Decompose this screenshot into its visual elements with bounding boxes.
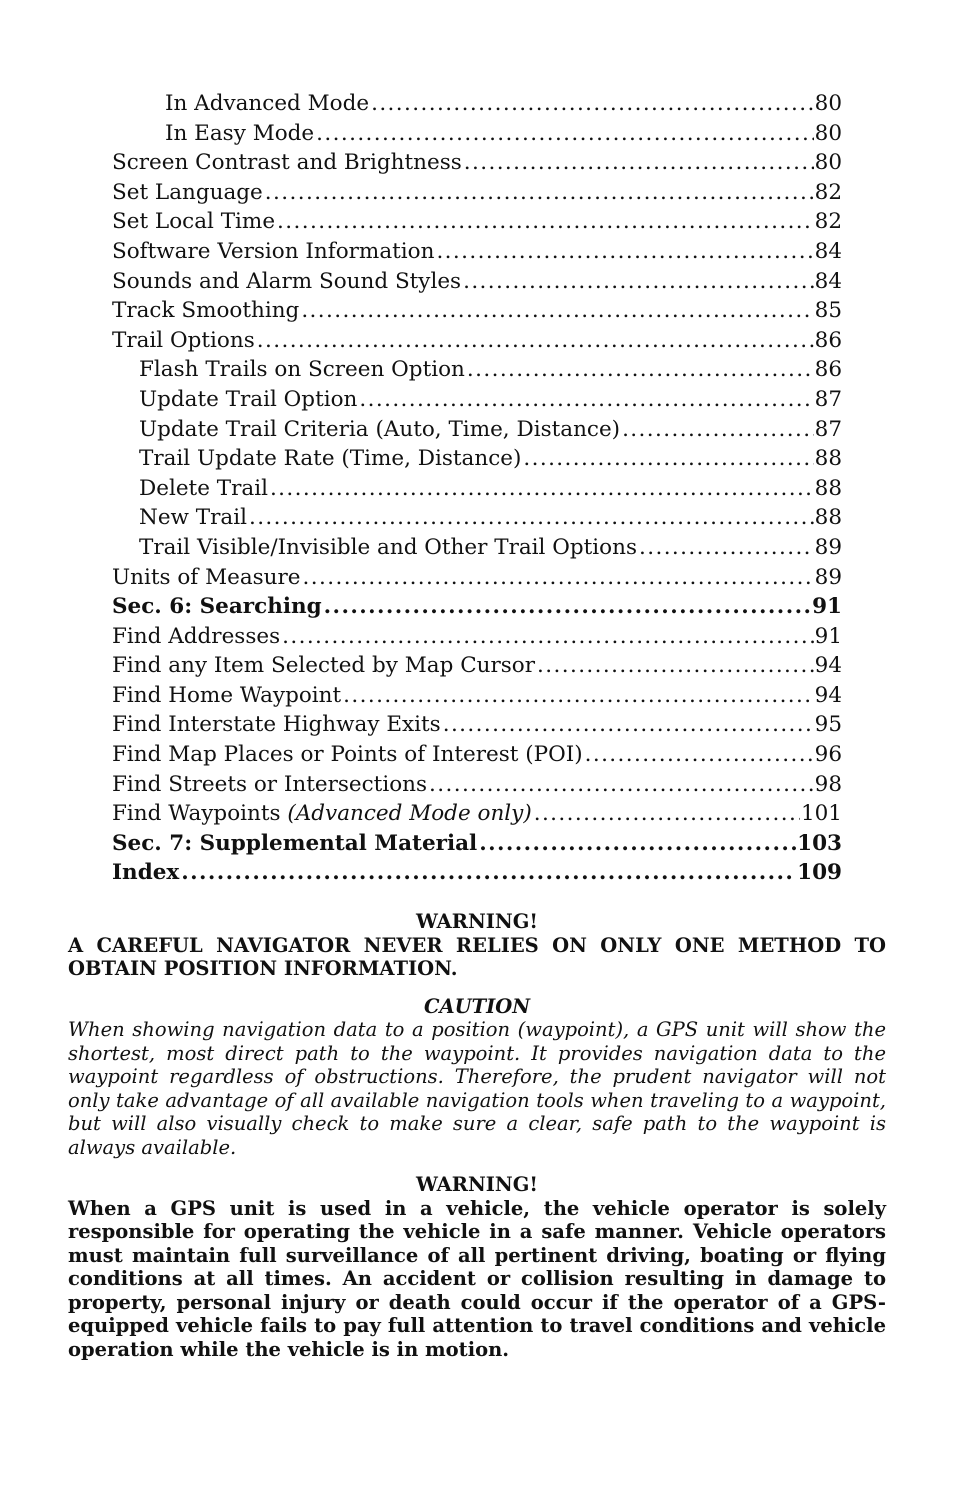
warning-heading: WARNING!: [416, 1173, 538, 1196]
toc-entry-title: [139, 474, 268, 504]
toc-entry: [112, 770, 842, 800]
toc-dot-leader: [303, 563, 814, 593]
toc-dot-leader: [270, 474, 814, 504]
toc-entry: [112, 858, 842, 888]
toc-entry: [112, 355, 842, 385]
toc-dot-leader: [436, 237, 813, 267]
toc-entry-title: [139, 355, 465, 385]
toc-entry-title: [112, 829, 477, 859]
toc-entry: [112, 237, 842, 267]
toc-entry-title: [112, 622, 280, 652]
toc-dot-leader: [249, 503, 814, 533]
toc-entry: [112, 296, 842, 326]
toc-entry: [112, 385, 842, 415]
toc-entry-title-italic: (Advanced Mode only): [287, 801, 532, 827]
toc-entry-title: [139, 385, 357, 415]
caution-body: When showing navigation data to a position (waypoint), a GPS unit will show the shortest, most direct path to the waypoint. It provides navigation data to the waypoint regardless of obstructions. Therefore, the prudent navigator will not only take advantage of all available navigation tools when traveling to a waypoint, but will also visually check to make sure a clear, safe path to the waypoint is always available.: [68, 1018, 886, 1159]
toc-entry-title: [112, 799, 532, 829]
toc-entry: [112, 533, 842, 563]
toc-entry: [112, 503, 842, 533]
toc-entry: [112, 326, 842, 356]
toc-entry-page: 88: [814, 505, 842, 531]
toc-entry-page: 88: [814, 475, 842, 501]
toc-entry-title: [165, 89, 369, 119]
toc-entry-title: [139, 444, 521, 474]
notices: [68, 910, 886, 1375]
toc-dot-leader: [429, 770, 814, 800]
toc-entry: [112, 651, 842, 681]
toc-entry: [112, 829, 842, 859]
toc-entry-page: 87: [814, 386, 842, 412]
toc-entry-page: 91: [812, 594, 842, 620]
toc-entry-title-text: Delete Trail: [139, 475, 268, 501]
toc-entry: [112, 592, 842, 622]
toc-entry-title-text: Screen Contrast and Brightness: [112, 150, 462, 176]
warning-notice-1: [68, 910, 886, 981]
toc-dot-leader: [463, 267, 814, 297]
toc-entry-title-text: Find Waypoints: [112, 801, 288, 827]
toc-entry-title-text: Trail Visible/Invisible and Other Trail Options: [139, 534, 637, 560]
toc-dot-leader: [282, 622, 814, 652]
toc-entry-title: [112, 267, 461, 297]
toc-entry-title-text: Set Language: [112, 179, 263, 205]
toc-entry-page: 87: [814, 416, 842, 442]
toc-entry-title-text: Index: [112, 860, 180, 886]
toc-entry-title: [112, 237, 434, 267]
toc-entry-title-text: Sec. 7: Supplemental Material: [112, 830, 478, 856]
toc-entry-title-text: Find Interstate Highway Exits: [112, 712, 441, 738]
toc-dot-leader: [359, 385, 813, 415]
toc-entry-title: [139, 503, 247, 533]
toc-entry: [112, 710, 842, 740]
toc-entry-title-text: Units of Measure: [112, 564, 301, 590]
toc-dot-leader: [443, 710, 814, 740]
toc-entry-page: 96: [814, 742, 842, 768]
toc-entry-title-text: Flash Trails on Screen Option: [139, 357, 465, 383]
toc-entry-page: 101: [800, 801, 842, 827]
toc-entry-title-text: Find Addresses: [112, 623, 281, 649]
toc-entry-title-text: In Advanced Mode: [165, 91, 370, 116]
toc-entry-title: [112, 178, 263, 208]
toc-entry-title: [112, 740, 583, 770]
toc-entry-title-text: Find any Item Selected by Map Cursor: [112, 653, 536, 679]
toc-entry-title: [165, 119, 314, 149]
toc-dot-leader: [343, 681, 813, 711]
toc-dot-leader: [371, 89, 814, 119]
toc-entry-title-text: Software Version Information: [112, 238, 435, 264]
toc-entry-title: [112, 592, 322, 622]
toc-entry-title-text: Set Local Time: [112, 209, 276, 235]
toc-entry-page: 88: [814, 446, 842, 472]
toc-entry: [112, 267, 842, 297]
toc-entry: [112, 740, 842, 770]
toc-entry-page: 94: [814, 653, 842, 679]
toc-entry: [112, 148, 842, 178]
toc-entry-title: [112, 681, 341, 711]
toc-dot-leader: [464, 148, 814, 178]
toc-entry: [112, 474, 842, 504]
toc-entry: [112, 444, 842, 474]
toc-dot-leader: [301, 296, 813, 326]
toc-dot-leader: [639, 533, 814, 563]
toc-entry-title-text: Find Home Waypoint: [112, 682, 342, 708]
toc-dot-leader: [479, 829, 796, 859]
toc-entry-title: [112, 207, 275, 237]
toc-entry-title-text: Trail Update Rate (Time, Distance): [139, 446, 522, 472]
toc-entry: [112, 89, 842, 119]
caution-heading: CAUTION: [423, 994, 531, 1018]
toc-entry-title-text: Trail Options: [112, 327, 255, 353]
toc-entry-page: 98: [814, 771, 842, 797]
toc-entry-title: [112, 651, 535, 681]
toc-entry-title: [112, 148, 462, 178]
toc-entry-page: 80: [814, 120, 842, 146]
toc-dot-leader: [324, 592, 811, 622]
toc-dot-leader: [181, 858, 796, 888]
toc-entry-page: 89: [814, 534, 842, 560]
toc-entry: [112, 207, 842, 237]
toc-dot-leader: [534, 799, 800, 829]
toc-entry-page: 89: [814, 564, 842, 590]
toc-entry-page: 85: [814, 298, 842, 324]
table-of-contents: [112, 89, 842, 888]
toc-entry-title-text: Update Trail Criteria (Auto, Time, Distance): [139, 416, 621, 442]
toc-entry-page: 86: [814, 357, 842, 383]
toc-dot-leader: [523, 444, 813, 474]
toc-entry-page: 84: [814, 238, 842, 264]
toc-entry-page: 82: [814, 209, 842, 235]
warning-body: A CAREFUL NAVIGATOR NEVER RELIES ON ONLY ONE METHOD TO OBTAIN POSITION INFORMATION.: [68, 933, 886, 980]
toc-dot-leader: [622, 415, 814, 445]
toc-entry-page: 80: [814, 91, 842, 116]
toc-entry-title: [112, 710, 441, 740]
toc-entry-page: 95: [814, 712, 842, 738]
toc-dot-leader: [257, 326, 814, 356]
toc-entry-page: 86: [814, 327, 842, 353]
warning-body: When a GPS unit is used in a vehicle, the vehicle operator is solely responsible for operating the vehicle in a safe manner. Vehicle operators must maintain full surveillance of all pertinent driving, boating or flying conditions at all times. An accident or collision resulting in damage to property, personal injury or death could occur if the operator of a GPS-equipped vehicle fails to pay full attention to travel conditions and vehicle operation while the vehicle is in motion.: [68, 1196, 886, 1361]
toc-entry-title: [112, 326, 255, 356]
caution-notice: [68, 995, 886, 1160]
toc-entry-title: [139, 533, 637, 563]
toc-entry-title-text: Sec. 6: Searching: [112, 594, 322, 620]
toc-entry-title-text: Track Smoothing: [112, 298, 300, 324]
toc-entry: [112, 622, 842, 652]
toc-entry-title-text: New Trail: [139, 505, 247, 531]
toc-entry-page: 94: [814, 682, 842, 708]
toc-entry-title: [112, 858, 179, 888]
toc-entry-title: [112, 296, 299, 326]
toc-entry-title: [112, 563, 301, 593]
toc-entry-title: [112, 770, 427, 800]
toc-entry-title-text: Sounds and Alarm Sound Styles: [112, 268, 462, 294]
toc-entry: [112, 563, 842, 593]
toc-entry-page: 103: [797, 830, 842, 856]
toc-dot-leader: [277, 207, 814, 237]
warning-heading: WARNING!: [416, 910, 538, 933]
toc-dot-leader: [265, 178, 814, 208]
warning-notice-2: [68, 1173, 886, 1361]
toc-dot-leader: [316, 119, 813, 149]
toc-entry: [112, 415, 842, 445]
toc-entry-page: 80: [814, 150, 842, 176]
toc-entry: [112, 119, 842, 149]
toc-entry-page: 82: [814, 179, 842, 205]
toc-entry: [112, 799, 842, 829]
toc-entry-title-text: Find Streets or Intersections: [112, 771, 428, 797]
toc-entry-title-text: Update Trail Option: [139, 386, 358, 412]
toc-entry: [112, 178, 842, 208]
toc-dot-leader: [467, 355, 814, 385]
toc-entry: [112, 681, 842, 711]
toc-dot-leader: [537, 651, 814, 681]
toc-entry-page: 109: [797, 860, 842, 886]
toc-entry-title-text: In Easy Mode: [165, 120, 315, 146]
toc-entry-title-text: Find Map Places or Points of Interest (POI): [112, 742, 583, 768]
toc-dot-leader: [585, 740, 814, 770]
toc-entry-page: 84: [814, 268, 842, 294]
toc-entry-page: 91: [814, 623, 842, 649]
toc-entry-title: [139, 415, 620, 445]
